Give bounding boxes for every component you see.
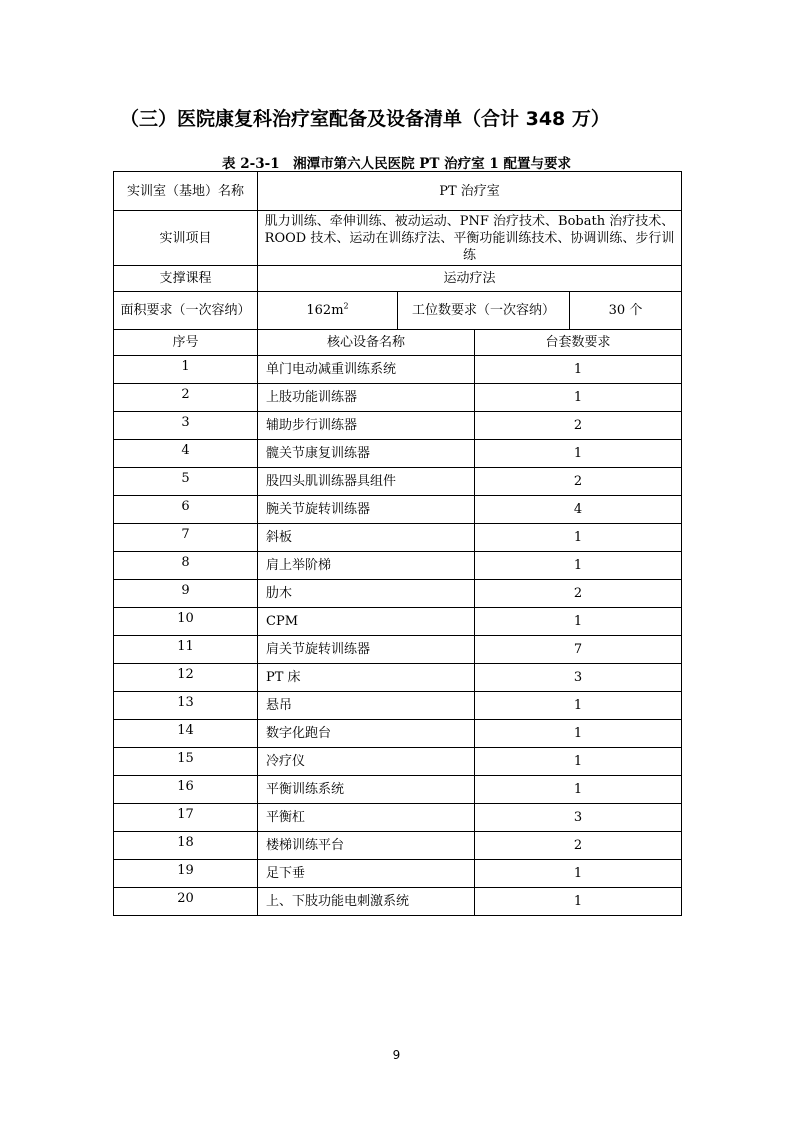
row-number: 2	[114, 384, 258, 412]
equipment-quantity: 2	[475, 412, 682, 440]
equipment-name: 足下垂	[258, 860, 475, 888]
row-number: 11	[114, 636, 258, 664]
area-row	[114, 292, 682, 330]
equipment-quantity: 1	[475, 776, 682, 804]
area-value: 162m	[306, 303, 344, 318]
equipment-quantity: 4	[475, 496, 682, 524]
column-header-row	[114, 330, 682, 356]
equipment-name: 肋木	[258, 580, 475, 608]
equipment-name: 冷疗仪	[258, 748, 475, 776]
equipment-name: 数字化跑台	[258, 720, 475, 748]
row-number: 7	[114, 524, 258, 552]
equipment-quantity: 1	[475, 608, 682, 636]
equipment-quantity: 2	[475, 468, 682, 496]
table-row	[114, 468, 682, 496]
project-row	[114, 211, 682, 266]
row-number: 14	[114, 720, 258, 748]
table-caption: 表 2-3-1 湘潭市第六人民医院 PT 治疗室 1 配置与要求	[222, 156, 571, 172]
table-row	[114, 692, 682, 720]
station-value: 30 个	[570, 292, 682, 330]
equipment-quantity: 1	[475, 888, 682, 916]
equipment-name: 悬吊	[258, 692, 475, 720]
equipment-rows	[114, 356, 682, 916]
equipment-quantity: 1	[475, 860, 682, 888]
equipment-name: 股四头肌训练器具组件	[258, 468, 475, 496]
room-value: PT 治疗室	[258, 172, 682, 211]
table-row	[114, 524, 682, 552]
equipment-name: CPM	[258, 608, 475, 636]
row-number: 15	[114, 748, 258, 776]
table-row	[114, 776, 682, 804]
row-number: 13	[114, 692, 258, 720]
col-header-no: 序号	[114, 330, 258, 356]
row-number: 5	[114, 468, 258, 496]
equipment-name: 腕关节旋转训练器	[258, 496, 475, 524]
table-row	[114, 608, 682, 636]
row-number: 18	[114, 832, 258, 860]
table-row	[114, 720, 682, 748]
equipment-name: 辅助步行训练器	[258, 412, 475, 440]
course-label: 支撑课程	[114, 266, 258, 292]
equipment-name: 单门电动减重训练系统	[258, 356, 475, 384]
page-number: 9	[392, 1048, 401, 1062]
table-row	[114, 832, 682, 860]
table-row	[114, 356, 682, 384]
equipment-quantity: 1	[475, 356, 682, 384]
table-row	[114, 440, 682, 468]
equipment-quantity: 7	[475, 636, 682, 664]
course-value: 运动疗法	[258, 266, 682, 292]
equipment-quantity: 1	[475, 384, 682, 412]
equipment-name: PT 床	[258, 664, 475, 692]
equipment-name: 平衡杠	[258, 804, 475, 832]
row-number: 3	[114, 412, 258, 440]
row-number: 1	[114, 356, 258, 384]
row-number: 9	[114, 580, 258, 608]
equipment-quantity: 1	[475, 748, 682, 776]
row-number: 19	[114, 860, 258, 888]
equipment-quantity: 1	[475, 720, 682, 748]
table-row	[114, 804, 682, 832]
equipment-table	[113, 171, 682, 916]
row-number: 17	[114, 804, 258, 832]
equipment-name: 上肢功能训练器	[258, 384, 475, 412]
table-row	[114, 552, 682, 580]
table-row	[114, 860, 682, 888]
equipment-name: 斜板	[258, 524, 475, 552]
row-number: 20	[114, 888, 258, 916]
table-row	[114, 888, 682, 916]
equipment-name: 平衡训练系统	[258, 776, 475, 804]
equipment-name: 髋关节康复训练器	[258, 440, 475, 468]
project-label: 实训项目	[114, 211, 258, 266]
area-value-cell	[258, 292, 398, 330]
area-unit-sup: 2	[343, 301, 349, 311]
equipment-name: 楼梯训练平台	[258, 832, 475, 860]
equipment-quantity: 1	[475, 440, 682, 468]
equipment-name: 肩上举阶梯	[258, 552, 475, 580]
col-header-name: 核心设备名称	[258, 330, 475, 356]
course-row	[114, 266, 682, 292]
section-heading: （三）医院康复科治疗室配备及设备清单（合计 348 万）	[120, 108, 610, 130]
equipment-quantity: 2	[475, 832, 682, 860]
table-row	[114, 384, 682, 412]
table-row	[114, 496, 682, 524]
equipment-name: 上、下肢功能电刺激系统	[258, 888, 475, 916]
equipment-quantity: 1	[475, 692, 682, 720]
table-row	[114, 412, 682, 440]
row-number: 10	[114, 608, 258, 636]
col-header-qty: 台套数要求	[475, 330, 682, 356]
equipment-quantity: 1	[475, 552, 682, 580]
equipment-quantity: 1	[475, 524, 682, 552]
row-number: 8	[114, 552, 258, 580]
table-row	[114, 748, 682, 776]
row-number: 12	[114, 664, 258, 692]
station-label: 工位数要求（一次容纳）	[398, 292, 570, 330]
table-row	[114, 636, 682, 664]
area-label: 面积要求（一次容纳）	[114, 292, 258, 330]
equipment-name: 肩关节旋转训练器	[258, 636, 475, 664]
row-number: 16	[114, 776, 258, 804]
room-row	[114, 172, 682, 211]
table-row	[114, 664, 682, 692]
equipment-quantity: 3	[475, 804, 682, 832]
room-label: 实训室（基地）名称	[114, 172, 258, 211]
row-number: 6	[114, 496, 258, 524]
equipment-quantity: 2	[475, 580, 682, 608]
table-row	[114, 580, 682, 608]
project-value: 肌力训练、牵伸训练、被动运动、PNF 治疗技术、Bobath 治疗技术、ROOD 技术、运动在训练疗法、平衡功能训练技术、协调训练、步行训练	[258, 211, 682, 266]
equipment-quantity: 3	[475, 664, 682, 692]
row-number: 4	[114, 440, 258, 468]
